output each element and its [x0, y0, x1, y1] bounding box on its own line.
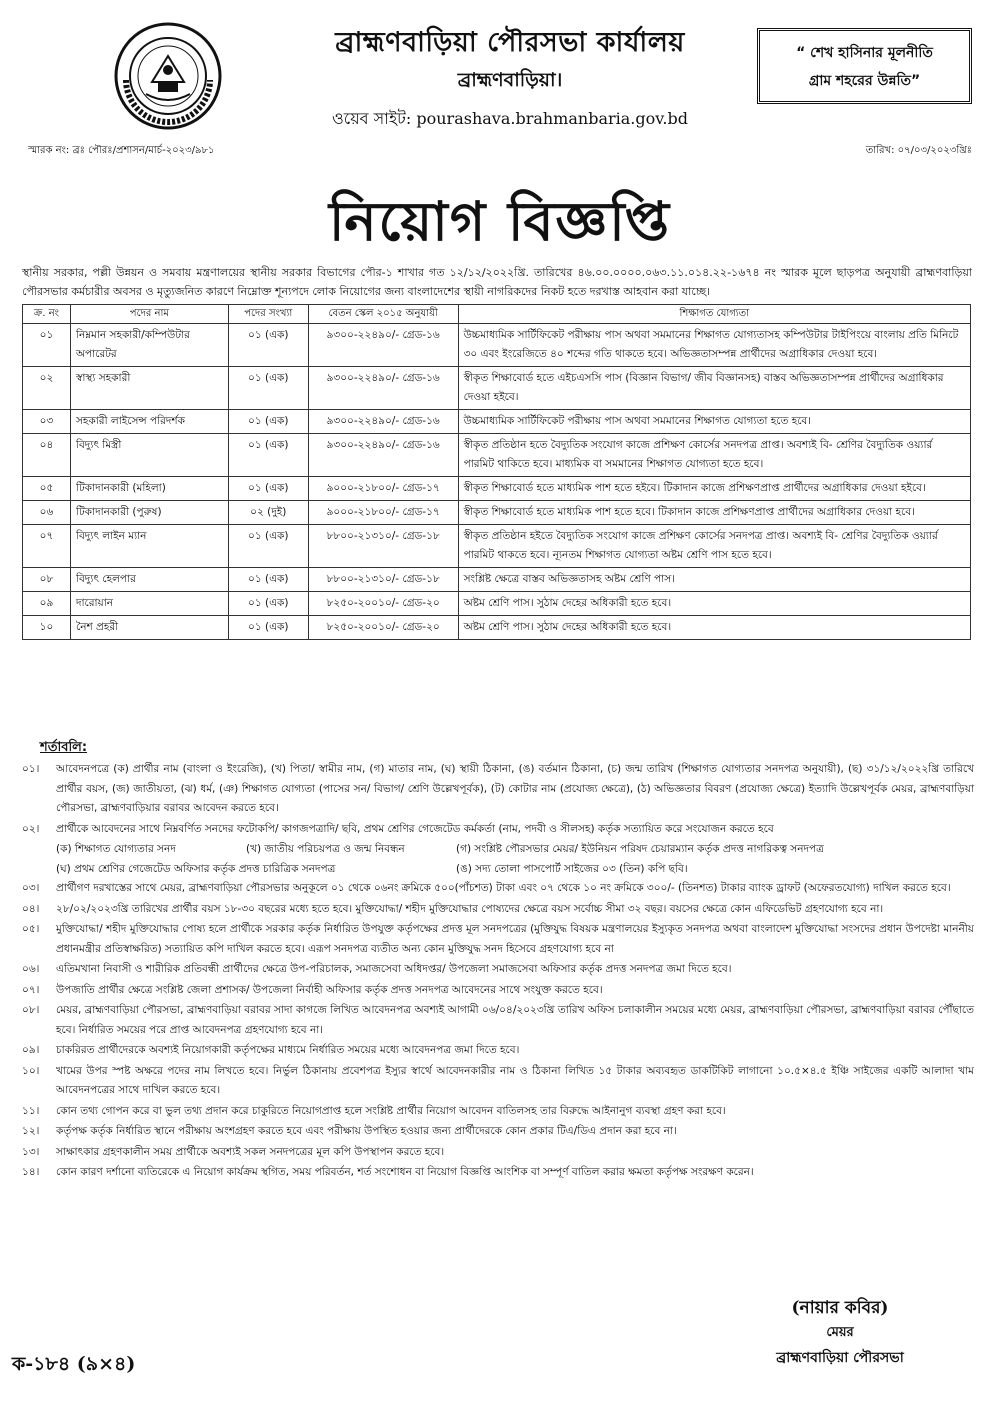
cell-count: ০১ (এক)	[228, 592, 308, 616]
condition-number: ০৭।	[22, 983, 40, 996]
table-row	[23, 477, 971, 501]
cell-qualification: স্বীকৃত প্রতিষ্ঠান হতে বৈদ্যুতিক সংযোগ কাজে প্রশিক্ষণ কোর্সের সনদপত্র প্রাপ্ত। অবশ্যই বি- শ্রেণির বৈদ্যুতিক ওয়্যার্র পারমিট থাকিতে হবে। মাধ্যমিক বা সমমানের শিক্ষাগত যোগ্যতা হতে হবে।	[458, 434, 970, 477]
condition-text: এতিমখানা নিবাসী ও শারীরিক প্রতিবন্ধী প্রার্থীদের ক্ষেত্রে উপ-পরিচালক, সমাজসেবা অধিদপ্তর/ উপজেলা সমাজসেবা অফিসার কর্তৃক প্রদত্ত সনদপত্র জমা দিতে হবে।	[56, 963, 732, 975]
col-header-qualification: শিক্ষাগত যোগ্যতা	[458, 305, 970, 324]
table-row	[23, 525, 971, 568]
condition-number: ১২।	[22, 1125, 40, 1137]
conditions-title: শর্তাবলি:	[40, 740, 88, 755]
condition-item	[22, 820, 974, 840]
vacancy-table	[22, 304, 971, 640]
table-body	[23, 324, 971, 640]
document-item: (খ) জাতীয় পরিচয়পত্র ও জন্ম নিবন্ধন	[246, 843, 405, 855]
cell-count: ০১ (এক)	[228, 616, 308, 640]
condition-number: ১০।	[22, 1064, 40, 1077]
condition-number: ০৬।	[22, 963, 40, 975]
condition-item	[22, 1163, 974, 1183]
cell-count: ০১ (এক)	[228, 525, 308, 568]
advertisement-code: ক-১৮৪ (৯×৪)	[12, 1353, 136, 1375]
col-header-count: পদের সংখ্যা	[228, 305, 308, 324]
notice-title: নিয়োগ বিজ্ঞপ্তি	[328, 189, 672, 253]
cell-serial: ০১	[23, 324, 71, 367]
table-row	[23, 367, 971, 410]
cell-scale: ৮৮০০-২১৩১০/- গ্রেড-১৮	[308, 525, 458, 568]
cell-serial: ০২	[23, 367, 71, 410]
document-item: (ক) শিক্ষাগত যোগ্যতার সনদ	[56, 843, 176, 855]
cell-post: সহকারী লাইসেন্স পরিদর্শক	[70, 410, 228, 434]
condition-item	[22, 981, 974, 1001]
cell-count: ০১ (এক)	[228, 477, 308, 501]
condition-text: প্রার্থীগণ দরখাস্তের সাথে মেয়র, ব্রাহ্মণবাড়িয়া পৌরসভার অনুকূলে ০১ থেকে ০৬নং ক্রমিকে ৫০০(পাঁচশত) টাকা এবং ০৭ থেকে ১০ নং ক্রমিকে ৩০০/- (তিনশত) টাকার ব্যাংক ড্রাফট (অফেরতযোগ্য) দাখিল করতে হবে।	[56, 882, 951, 894]
cell-scale: ৮৮০০-২১৩১০/- গ্রেড-১৮	[308, 568, 458, 592]
cell-scale: ৯০০০-২১৮০০/- গ্রেড-১৭	[308, 477, 458, 501]
pourashava-logo	[112, 20, 224, 132]
cell-count: ০১ (এক)	[228, 568, 308, 592]
condition-number: ০৩।	[22, 882, 40, 894]
cell-qualification: স্বীকৃত শিক্ষাবোর্ড হতে এইচএসসি পাস (বিজ্ঞান বিভাগ/ জীব বিজ্ঞানসহ) বাস্তব অভিজ্ঞতাসম্পন্ন প্রার্থীদের অগ্রাধিকার দেওয়া হইবে।	[458, 367, 970, 410]
cell-count: ০২ (দুই)	[228, 501, 308, 525]
table-row	[23, 592, 971, 616]
website-line: ওয়েব সাইট: pourashava.brahmanbaria.gov.bd	[332, 109, 688, 128]
col-header-serial: ক্র. নং	[23, 305, 71, 324]
condition-item	[22, 1122, 974, 1142]
cell-qualification: স্বীকৃত শিক্ষাবোর্ড হতে মাধ্যমিক পাশ হতে হইবে। টিকাদান কাজে প্রশিক্ষণপ্রাপ্ত প্রার্থীদের অগ্রাধিকার দেওয়া হইবে।	[458, 477, 970, 501]
col-header-scale: বেতন স্কেল ২০১৫ অনুযায়ী	[308, 305, 458, 324]
cell-post: টিকাদানকারী (মহিলা)	[70, 477, 228, 501]
memo-date: তারিখ: ০৭/০৩/২০২৩খ্রিঃ	[865, 145, 972, 156]
reference-row	[28, 143, 972, 159]
condition-number: ১৩।	[22, 1145, 40, 1158]
document-item: (ঙ) সদ্য তোলা পাসপোর্ট সাইজের ০৩ (তিন) কপি ছবি।	[456, 862, 688, 875]
motto-line-1: “ শেখ হাসিনার মূলনীতি	[796, 45, 933, 61]
cell-post: বিদ্যুৎ লাইন ম্যান	[70, 525, 228, 568]
condition-text: কোন কারণ দর্শানো ব্যতিরেকে এ নিয়োগ কার্যক্রম স্থগিত, সময় পরিবর্তন, শর্ত সংশোধন বা নিয়োগ বিজ্ঞপ্তি আংশিক বা সম্পূর্ণ বাতিল করার ক্ষমতা কর্তৃপক্ষ সংরক্ষণ করেন।	[56, 1166, 754, 1178]
condition-text: আবেদনপত্রে (ক) প্রার্থীর নাম (বাংলা ও ইংরেজি), (খ) পিতা/ স্বামীর নাম, (গ) মাতার নাম, (ঘ) স্থায়ী ঠিকানা, (ঙ) বর্তমান ঠিকানা, (চ) জন্ম তারিখ (শিক্ষাগত যোগ্যতার সনদপত্র অনুযায়ী), (ছ) ৩১/১২/২০২২খ্রি তারিখে প্রার্থীর বয়স, (জ) জাতীয়তা, (ঝ) ধর্ম, (ঞ) শিক্ষাগত যোগ্যতা (পাসের সন/ বিভাগ/ শ্রেণি উল্লেখপূর্বক), (ট) কোটার নাম (প্রযোজ্য ক্ষেত্রে), (ঠ) অভিজ্ঞতার বিবরণ (প্রযোজ্য ক্ষেত্রে) ইত্যাদি উল্লেখপূর্বক মেয়র, ব্রাহ্মণবাড়িয়া পৌরসভা, ব্রাহ্মণবাড়িয়ার বরাবর আবেদন করতে হবে।	[56, 763, 974, 814]
cell-post: বিদ্যুৎ হেলপার	[70, 568, 228, 592]
cell-scale: ৯০০০-২১৮০০/- গ্রেড-১৭	[308, 501, 458, 525]
cell-scale: ৯৩০০-২২৪৯০/- গ্রেড-১৬	[308, 367, 458, 410]
cell-post: নিম্নমান সহকারী/কম্পিউটার অপারেটর	[70, 324, 228, 367]
cell-scale: ৯৩০০-২২৪৯০/- গ্রেড-১৬	[308, 434, 458, 477]
cell-count: ০১ (এক)	[228, 410, 308, 434]
condition-number: ০২।	[22, 822, 40, 835]
cell-scale: ৮২৫০-২০০১০/- গ্রেড-২০	[308, 592, 458, 616]
condition-number: ০৪।	[22, 902, 40, 915]
condition-number: ০৯।	[22, 1044, 40, 1056]
table-row	[23, 410, 971, 434]
condition-number: ১১।	[22, 1104, 40, 1117]
table-row	[23, 568, 971, 592]
condition-item	[22, 1001, 974, 1040]
condition-item	[22, 1102, 974, 1122]
cell-scale: ৯৩০০-২২৪৯০/- গ্রেড-১৬	[308, 324, 458, 367]
col-header-post: পদের নাম	[70, 305, 228, 324]
cell-serial: ০৪	[23, 434, 71, 477]
signature-block	[720, 1295, 960, 1371]
condition-text: মুক্তিযোদ্ধা/ শহীদ মুক্তিযোদ্ধার পোষ্য হলে প্রার্থীকে সরকার কর্তৃক নির্ধারিত উপযুক্ত কর্তৃপক্ষের প্রদত্ত মূল সনদপত্রের (মুক্তিযুদ্ধ বিষয়ক মন্ত্রণালয়ের ইস্যুকৃত সনদপত্র অথবা বাংলাদেশ মুক্তিযোদ্ধা সংসদের প্রধান উপদেষ্টা মাননীয় প্রধানমন্ত্রীর প্রতিস্বাক্ষরিত) সত্যায়িত কপি দাখিল করতে হবে। এরূপ সনদপত্র ব্যতীত অন্য কোন মুক্তিযুদ্ধ সনদ হিসেবে গ্রহণযোগ্য হবে না	[56, 923, 974, 955]
cell-serial: ০৫	[23, 477, 71, 501]
document-item: (গ) সংশ্লিষ্ট পৌরসভার মেয়র/ ইউনিয়ন পরিষদ চেয়ারম্যান কর্তৃক প্রদত্ত নাগরিকত্ব সনদপত্র	[456, 843, 824, 855]
condition-number: ০৮।	[22, 1004, 40, 1016]
cell-count: ০১ (এক)	[228, 434, 308, 477]
condition-item	[22, 1143, 974, 1163]
cell-post: স্বাস্থ্য সহকারী	[70, 367, 228, 410]
cell-count: ০১ (এক)	[228, 367, 308, 410]
condition-number: ১৪।	[22, 1166, 40, 1178]
conditions-list	[22, 760, 974, 1184]
cell-serial: ০৯	[23, 592, 71, 616]
condition-item	[22, 760, 974, 819]
cell-qualification: উচ্চমাধ্যমিক সার্টিফিকেট পরীক্ষায় পাস অথবা সমমানের শিক্ষাগত যোগ্যতাসহ কম্পিউটার টাইপিংয়ে বাংলায় প্রতি মিনিটে ৩০ এবং ইংরেজিতে ৪০ শব্দের গতি থাকতে হবে। অভিজ্ঞতাসম্পন্ন প্রার্থীদের অগ্রাধিকার দেওয়া হবে।	[458, 324, 970, 367]
cell-serial: ০৭	[23, 525, 71, 568]
document-item: (ঘ) প্রথম শ্রেণির গেজেটেড অফিসার কর্তৃক প্রদত্ত চারিত্রিক সনদপত্র	[56, 862, 336, 875]
condition-text: কোন তথ্য গোপন করে বা ভুল তথ্য প্রদান করে চাকুরিতে নিয়োগপ্রাপ্ত হলে সংশ্লিষ্ট প্রার্থীর নিয়োগ আবেদন বাতিলসহ তার বিরুদ্ধে আইনানুগ ব্যবস্থা গ্রহণ করা হবে।	[56, 1104, 726, 1117]
organization-location: ব্রাহ্মণবাড়িয়া।	[457, 69, 563, 91]
table-row	[23, 434, 971, 477]
cell-serial: ০৬	[23, 501, 71, 525]
cell-qualification: স্বীকৃত প্রতিষ্ঠান হইতে বৈদ্যুতিক সংযোগ কাজে প্রশিক্ষণ কোর্সের সনদপত্র প্রাপ্ত। অবশ্যই বি- শ্রেণির বৈদ্যুতিক ওয়্যার্র পারমিট থাকতে হবে। ন্যূনতম শিক্ষাগত যোগ্যতা অষ্টম শ্রেণি পাস হতে হবে।	[458, 525, 970, 568]
memo-number: স্মারক নং: ব্রঃ পৌরঃ/প্রশাসন/মার্চ-২০২৩/৯৮১	[28, 145, 215, 156]
cell-post: বিদ্যুৎ মিস্ত্রী	[70, 434, 228, 477]
table-header-row	[23, 305, 971, 324]
condition-text: ২৮/০২/২০২৩খ্রি তারিখের প্রার্থীর বয়স ১৮-৩০ বছরের মধ্যে হতে হবে। মুক্তিযোদ্ধা/ শহীদ মুক্তিযোদ্ধার পোষ্যদের ক্ষেত্রে বয়স সর্বোচ্চ সীমা ৩২ বছর। বয়সের ক্ষেত্রে কোন এফিডেভিট গ্রহণযোগ্য হবে না।	[56, 902, 884, 915]
condition-text: উপজাতি প্রার্থীর ক্ষেত্রে সংশ্লিষ্ট জেলা প্রশাসক/ উপজেলা নির্বাহী অফিসার কর্তৃক প্রদত্ত সনদপত্র আবেদনের সাথে সংযুক্ত করতে হবে।	[56, 983, 603, 996]
cell-qualification: উচ্চমাধ্যমিক সার্টিফিকেট পরীক্ষায় পাস অথবা সমমানের শিক্ষাগত যোগ্যতা হতে হবে।	[458, 410, 970, 434]
cell-scale: ৯৩০০-২২৪৯০/- গ্রেড-১৬	[308, 410, 458, 434]
table-row	[23, 616, 971, 640]
condition-text: খামের উপর স্পষ্ট অক্ষরে পদের নাম লিখতে হবে। নির্ভুল ঠিকানায় প্রবেশপত্র ইস্যুর স্বার্থে আবেদনকারীর নাম ও ঠিকানা লিখিত ১৫ টাকার অব্যবহৃত ডাকটিকিট লাগানো ১০.৫×৪.৫ ইঞ্চি সাইজের একটি আলাদা খাম আবেদনপত্রের সাথে দাখিল করতে হবে।	[56, 1064, 974, 1096]
organization-name: ব্রাহ্মণবাড়িয়া পৌরসভা কার্যালয়	[335, 27, 685, 58]
required-documents-2	[22, 860, 974, 880]
cell-serial: ০৮	[23, 568, 71, 592]
condition-item	[22, 1041, 974, 1061]
cell-serial: ১০	[23, 616, 71, 640]
condition-text: চাকরিরত প্রার্থীদেরকে অবশ্যই নিয়োগকারী কর্তৃপক্ষের মাধ্যমে নির্ধারিত সময়ের মধ্যে আবেদনপত্র জমা দিতে হবে।	[56, 1044, 520, 1056]
intro-paragraph: স্থানীয় সরকার, পল্লী উন্নয়ন ও সমবায় মন্ত্রণালয়ের স্থানীয় সরকার বিভাগের পৌর-১ শাখার গত ১২/১২/২০২২খ্রি. তারিখের ৪৬.০০.০০০০.০৬৩.১১.০১৪.২২-১৬৭৪ নং স্মারক মূলে ছাড়পত্র অনুযায়ী ব্রাহ্মণবাড়িয়া পৌরসভার কর্মচারীর অবসর ও মৃত্যুজনিত কারণে নিম্নোক্ত শূন্যপদে লোক নিয়োগের জন্য বাংলাদেশের স্থায়ী নাগরিকদের নিকট হতে দরখাস্ত আহবান করা যাচ্ছে।	[22, 266, 972, 298]
motto-box	[757, 28, 972, 104]
condition-item	[22, 900, 974, 920]
cell-scale: ৮২৫০-২০০১০/- গ্রেড-২০	[308, 616, 458, 640]
condition-text: মেয়র, ব্রাহ্মণবাড়িয়া পৌরসভা, ব্রাহ্মণবাড়িয়া বরাবর সাদা কাগজে লিখিত আবেদনপত্র অবশ্যই আগামী ০৬/০৪/২০২৩খ্রি তারিখ অফিস চলাকালীন সময়ের মধ্যে মেয়র, ব্রাহ্মণবাড়িয়া পৌরসভা, ব্রাহ্মণবাড়িয়া বরাবর পৌঁছাতে হবে। নির্ধারিত সময়ের পরে প্রাপ্ত আবেদনপত্র গ্রহণযোগ্য হবে না।	[56, 1004, 974, 1036]
cell-qualification: অষ্টম শ্রেণি পাস। সুঠাম দেহের অধিকারী হতে হবে।	[458, 592, 970, 616]
condition-text: কর্তৃপক্ষ কর্তৃক নির্ধারিত স্থানে পরীক্ষায় অংশগ্রহণ করতে হবে এবং পরীক্ষায় উপস্থিত হওয়ার জন্য প্রার্থীদেরকে কোন প্রকার টিএ/ডিএ প্রদান করা হবে না।	[56, 1125, 677, 1137]
condition-number: ০৫।	[22, 923, 40, 935]
condition-item	[22, 920, 974, 959]
signatory-name: (নায়ার কবির)	[791, 1298, 889, 1318]
condition-text: সাক্ষাৎকার গ্রহণকালীন সময় প্রার্থীকে অবশ্যই সকল সনদপত্রের মূল কপি উপস্থাপন করতে হবে।	[56, 1145, 445, 1158]
cell-count: ০১ (এক)	[228, 324, 308, 367]
cell-qualification: সংশ্লিষ্ট ক্ষেত্রে বাস্তব অভিজ্ঞতাসহ অষ্টম শ্রেণি পাস।	[458, 568, 970, 592]
condition-item	[22, 960, 974, 980]
table-row	[23, 324, 971, 367]
letterhead	[0, 0, 1000, 140]
condition-text: প্রার্থীকে আবেদনের সাথে নিম্নবর্ণিত সনদের ফটোকপি/ কাগজপত্রাদি/ ছবি, প্রথম শ্রেণির গেজেটেড কর্মকর্তা (নাম, পদবী ও সীলসহ) কর্তৃক সত্যায়িত করে সংযোজন করতে হবে	[56, 822, 774, 835]
motto-line-2: গ্রাম শহরের উন্নতি”	[808, 73, 921, 89]
required-documents	[22, 840, 974, 860]
cell-post: টিকাদানকারী (পুরুষ)	[70, 501, 228, 525]
cell-serial: ০৩	[23, 410, 71, 434]
condition-number: ০১।	[22, 763, 40, 775]
signatory-title: মেয়র	[826, 1325, 854, 1340]
signatory-organization: ব্রাহ্মণবাড়িয়া পৌরসভা	[776, 1350, 904, 1366]
cell-qualification: অষ্টম শ্রেণি পাস। সুঠাম দেহের অধিকারী হতে হবে।	[458, 616, 970, 640]
condition-item	[22, 1062, 974, 1101]
cell-post: দারোয়ান	[70, 592, 228, 616]
table-row	[23, 501, 971, 525]
condition-item	[22, 879, 974, 899]
cell-qualification: স্বীকৃত শিক্ষাবোর্ড হতে মাধ্যমিক পাশ হতে হবে। টিকাদান কাজে প্রশিক্ষণপ্রাপ্ত প্রার্থীদের অগ্রাধিকার দেওয়া হবে।	[458, 501, 970, 525]
cell-post: নৈশ প্রহরী	[70, 616, 228, 640]
